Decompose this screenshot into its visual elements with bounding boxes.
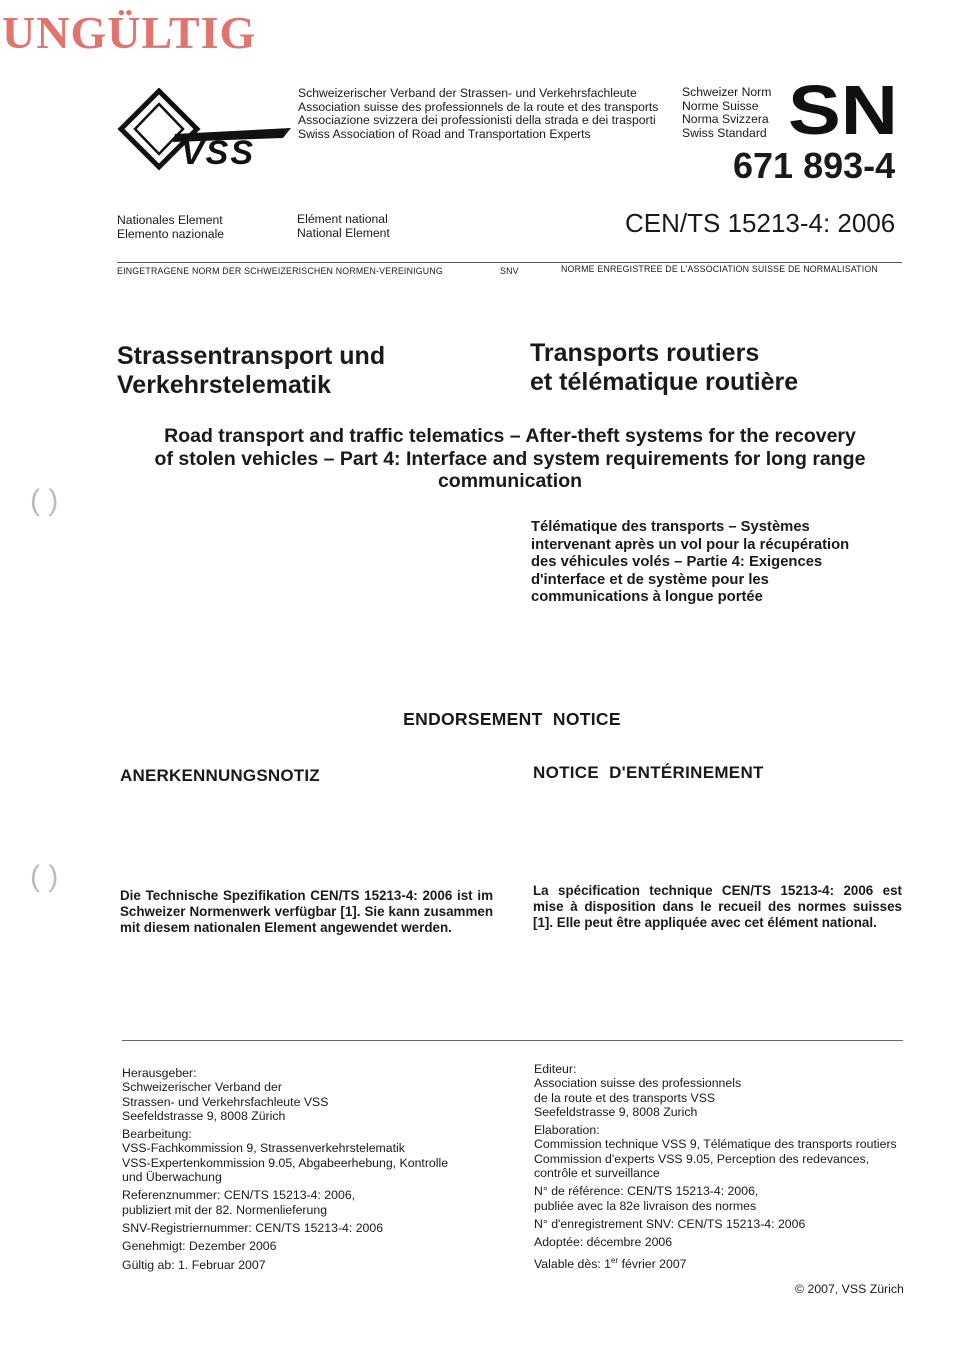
scan-mark-icon: ( ) — [30, 860, 59, 893]
registration-number: N° d'enregistrement SNV: CEN/TS 15213-4: 2006 — [534, 1216, 806, 1231]
copyright: © 2007, VSS Zürich — [795, 1282, 904, 1296]
org-line: Schweizerischer Verband der Strassen- und Verkehrsfachleute — [298, 86, 637, 100]
norm-line: Swiss Standard — [682, 125, 767, 140]
sn-logo-text: SN — [788, 80, 898, 138]
subtitle-line: des véhicules volés – Partie 4: Exigences — [531, 554, 823, 570]
publisher-address-line: Association suisse des professionnels — [534, 1076, 742, 1091]
title-french — [530, 339, 798, 397]
registry-center: SNV — [500, 266, 519, 276]
valid-date-superscript: er — [611, 1255, 619, 1265]
publisher-address-line: Schweizerischer Verband der — [122, 1080, 282, 1095]
publisher-heading: Herausgeber: — [122, 1066, 197, 1080]
approved-date: Adoptée: décembre 2006 — [534, 1235, 673, 1250]
standard-number: 671 893-4 — [733, 145, 896, 186]
subtitle-line: d'interface et de système pour les — [531, 571, 769, 588]
sn-logo — [788, 80, 900, 138]
editing-heading: Elaboration: — [534, 1123, 600, 1138]
title-line: Transports routiers — [530, 339, 760, 367]
subtitle-line: communications à longue portée — [531, 589, 763, 605]
org-line: Associazione svizzera dei professionisti della strada e dei trasporti — [298, 113, 656, 128]
notice-french-heading: NOTICE D'ENTÉRINEMENT — [533, 763, 764, 782]
editing-line: Commission d'experts VSS 9.05, Perception des redevances, — [534, 1151, 870, 1166]
valid-date-suffix: février 2007 — [618, 1256, 687, 1271]
national-element-label: Nationales Element — [117, 213, 223, 227]
subtitle-line: intervenant après un vol pour la récupération — [531, 536, 850, 553]
org-line: Swiss Association of Road and Transportation Experts — [298, 126, 591, 141]
publisher-german — [122, 1066, 522, 1272]
editing-line: VSS-Expertenkommission 9.05, Abgabeerhebung, Kontrolle — [122, 1155, 449, 1170]
title-line: Verkehrstelematik — [117, 371, 332, 399]
title-line: et télématique routière — [530, 368, 799, 396]
editing-line: und Überwachung — [122, 1170, 222, 1185]
endorsement-notice-heading: ENDORSEMENT NOTICE — [403, 709, 621, 729]
reference-line: N° de référence: CEN/TS 15213-4: 2006, — [534, 1184, 759, 1199]
title-line: Strassentransport und — [117, 342, 386, 370]
national-element-label: Elemento nazionale — [117, 226, 225, 241]
publisher-address-line: Seefeldstrasse 9, 8008 Zürich — [122, 1108, 286, 1123]
subtitle-line: Télématique des transports – Systèmes — [531, 519, 810, 535]
footer-divider — [122, 1040, 903, 1041]
subtitle-french — [531, 519, 891, 607]
cen-number: CEN/TS 15213-4: 2006 — [625, 208, 896, 238]
publisher-address-line: Seefeldstrasse 9, 8008 Zurich — [534, 1104, 698, 1119]
editing-line: VSS-Fachkommission 9, Strassenverkehrstelematik — [122, 1141, 405, 1156]
title-line: Road transport and traffic telematics – After-theft systems for the recovery — [164, 425, 856, 447]
title-english — [120, 425, 900, 493]
scan-mark-icon: ( ) — [30, 484, 59, 517]
publisher-french — [534, 1062, 924, 1271]
norm-line: Norme Suisse — [682, 98, 759, 113]
reference-line: publiée avec la 82e livraison des normes — [534, 1198, 757, 1213]
national-element-col2 — [297, 213, 390, 240]
editing-line: contrôle et surveillance — [534, 1166, 660, 1181]
registry-left: EINGETRAGENE NORM DER SCHWEIZERISCHEN NORMEN-VEREINIGUNG — [117, 266, 443, 276]
invalid-stamp: UNGÜLTIG — [2, 7, 257, 58]
title-line: of stolen vehicles – Part 4: Interface and system requirements for long range — [154, 447, 866, 470]
publisher-address-line: de la route et des transports VSS — [534, 1090, 716, 1105]
title-line: communication — [437, 470, 583, 492]
registry-right: NORME ENREGISTREE DE L'ASSOCIATION SUISSE DE NORMALISATION — [561, 264, 878, 274]
valid-date — [534, 1254, 924, 1271]
norm-line: Norma Svizzera — [682, 112, 769, 127]
title-german — [117, 342, 385, 400]
national-element-col1 — [117, 214, 224, 241]
valid-date-prefix: Valable dès: 1 — [534, 1256, 612, 1271]
notice-text-french: La spécification technique CEN/TS 15213-4: 2006 est mise à disposition dans le recueil des normes suisses [1]. Elle peut être appliquée avec cet élément national. — [533, 883, 902, 930]
valid-date: Gültig ab: 1. Februar 2007 — [122, 1257, 266, 1272]
org-line: Association suisse des professionnels de la route et des transports — [298, 99, 659, 114]
norm-line: Schweizer Norm — [682, 85, 772, 99]
publisher-heading: Editeur: — [534, 1062, 577, 1076]
vss-logo-text: VSS — [181, 134, 256, 172]
reference-line: publiziert mit der 82. Normenlieferung — [122, 1202, 328, 1217]
reference-line: Referenznummer: CEN/TS 15213-4: 2006, — [122, 1188, 356, 1203]
notice-text-german: Die Technische Spezifikation CEN/TS 15213-4: 2006 ist im Schweizer Normenwerk verfügbar [1]. Sie kann zusammen mit diesem nationalen Element angewendet werden. — [120, 888, 493, 935]
organisation-names — [298, 87, 658, 141]
editing-line: Commission technique VSS 9, Télématique des transports routiers — [534, 1137, 897, 1152]
vss-logo — [115, 88, 293, 172]
registry-rule — [117, 262, 902, 263]
registration-number: SNV-Registriernummer: CEN/TS 15213-4: 2006 — [122, 1220, 384, 1235]
national-element-label: National Element — [297, 225, 390, 240]
anerkennungsnotiz-heading: ANERKENNUNGSNOTIZ — [120, 766, 320, 785]
editing-heading: Bearbeitung: — [122, 1127, 192, 1142]
national-element-label: Elément national — [297, 212, 388, 226]
publisher-address-line: Strassen- und Verkehrsfachleute VSS — [122, 1094, 329, 1109]
standard-type-names — [682, 86, 771, 140]
approved-date: Genehmigt: Dezember 2006 — [122, 1239, 277, 1254]
